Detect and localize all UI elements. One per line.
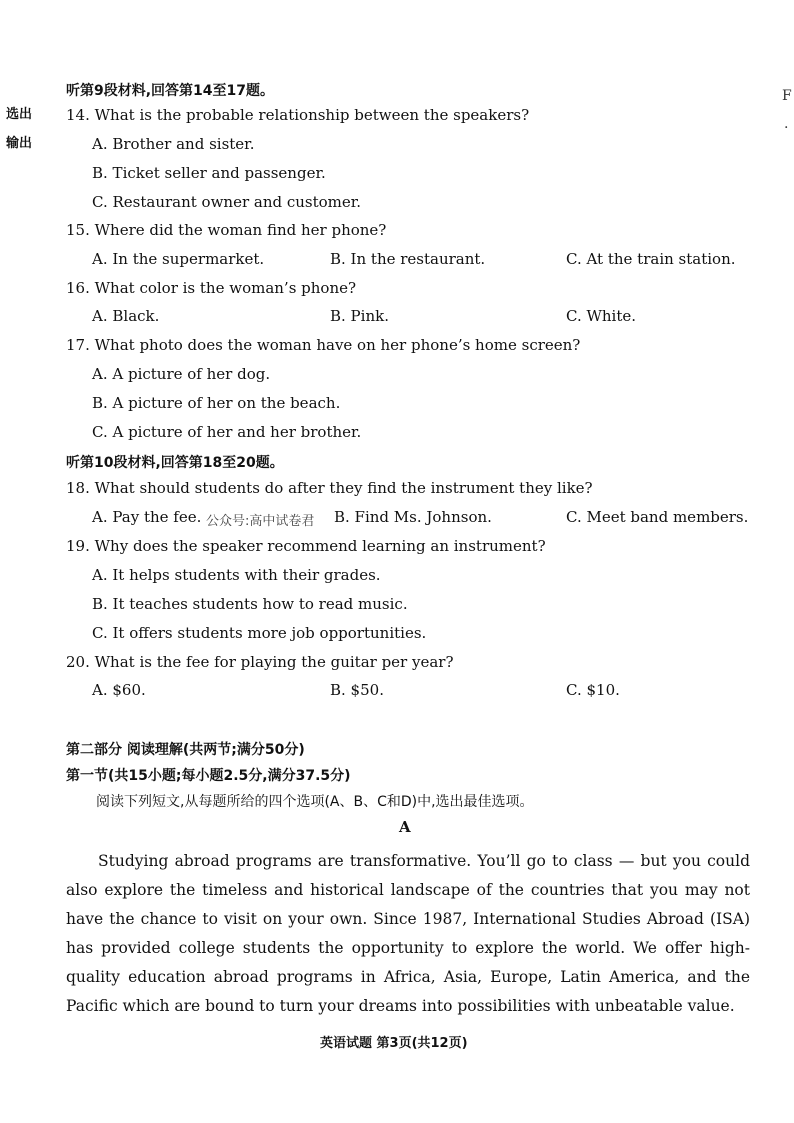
q20-option-c: C. $10.	[566, 681, 620, 699]
q20-stem: 20. What is the fee for playing the guitar per year?	[66, 653, 454, 671]
q19-stem: 19. Why does the speaker recommend learning an instrument?	[66, 537, 546, 555]
q16-stem: 16. What color is the woman’s phone?	[66, 279, 357, 297]
q17-stem: 17. What photo does the woman have on her phone’s home screen?	[66, 336, 581, 354]
section9-heading: 听第9段材料,回答第14至17题。	[66, 83, 275, 99]
q17-option-c: C. A picture of her and her brother.	[92, 423, 362, 441]
q17-option-b: B. A picture of her on the beach.	[92, 394, 341, 412]
side-label-2: 输出	[6, 136, 33, 151]
side-label-1: 选出	[6, 107, 33, 122]
passage-label: A	[399, 818, 411, 836]
q20-option-b: B. $50.	[330, 681, 384, 699]
q20-option-a: A. $60.	[92, 681, 146, 699]
q19-option-c: C. It offers students more job opportunities.	[92, 624, 427, 642]
q17-option-a: A. A picture of her dog.	[92, 365, 271, 383]
part2-instruction: 阅读下列短文,从每题所给的四个选项(A、B、C和D)中,选出最佳选项。	[96, 794, 534, 810]
passage-paragraph	[66, 847, 750, 1021]
q14-option-c: C. Restaurant owner and customer.	[92, 193, 362, 211]
q15-option-b: B. In the restaurant.	[330, 250, 486, 268]
q16-option-a: A. Black.	[92, 307, 160, 325]
edge-mark-2: .	[784, 116, 789, 132]
q14-stem: 14. What is the probable relationship between the speakers?	[66, 106, 530, 124]
q19-option-b: B. It teaches students how to read music.	[92, 595, 408, 613]
q15-option-c: C. At the train station.	[566, 250, 736, 268]
q18-option-a: A. Pay the fee.	[92, 508, 202, 526]
q19-option-a: A. It helps students with their grades.	[92, 566, 381, 584]
q15-stem: 15. Where did the woman find her phone?	[66, 221, 387, 239]
q14-option-a: A. Brother and sister.	[92, 135, 255, 153]
q18-option-c: C. Meet band members.	[566, 508, 749, 526]
watermark-text: 公众号:高中试卷君	[206, 514, 315, 529]
q16-option-b: B. Pink.	[330, 307, 389, 325]
passage-text: Studying abroad programs are transformative. You’ll go to class — but you could also explore the timeless and historical landscape of the countries that you may not have the chance to visit on your own. Since 1987, International Studies Abroad (ISA) has provided college students the opportunity to explore the world. We offer high-quality education abroad programs in Africa, Asia, Europe, Latin America, and the Pacific which are bound to turn your dreams into possibilities with unbeatable value.	[66, 852, 750, 1015]
q18-stem: 18. What should students do after they find the instrument they like?	[66, 479, 593, 497]
part2-title: 第二部分 阅读理解(共两节;满分50分)	[66, 742, 305, 758]
q18-option-b: B. Find Ms. Johnson.	[334, 508, 492, 526]
section10-heading: 听第10段材料,回答第18至20题。	[66, 455, 284, 471]
q16-option-c: C. White.	[566, 307, 637, 325]
q14-option-b: B. Ticket seller and passenger.	[92, 164, 326, 182]
page-footer: 英语试题 第3页(共12页)	[320, 1036, 468, 1051]
q15-option-a: A. In the supermarket.	[92, 250, 265, 268]
edge-mark-1: F	[782, 88, 792, 104]
part2-subsection: 第一节(共15小题;每小题2.5分,满分37.5分)	[66, 768, 351, 784]
